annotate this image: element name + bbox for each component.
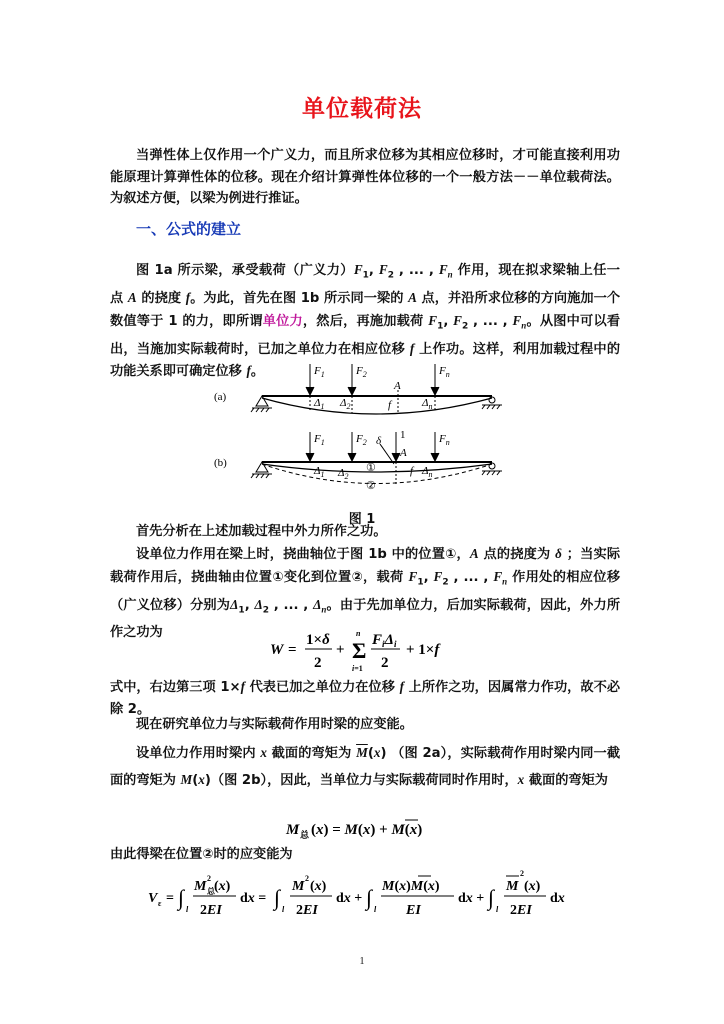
svg-text:(a): (a) [214, 391, 227, 403]
svg-text:2: 2 [381, 655, 389, 671]
svg-text:Δn: $\Delta_n$ [422, 397, 433, 411]
energy-equation [148, 870, 588, 924]
svg-text:+ 1×f: + 1×f [406, 642, 440, 658]
paragraph-equation-note: 式中，右边第三项 1×f 代表已加之单位力在位移 f 上所作之功，因属常力作功，故不必除 2。 [110, 679, 621, 717]
page-number: 1 [359, 956, 365, 967]
svg-text:总: 总 [300, 831, 310, 841]
beam-figure [214, 358, 510, 498]
moment-equation [286, 814, 456, 842]
svg-text:M(x)M(x): M(x)M(x) [382, 879, 440, 894]
svg-text:总: 总 [207, 887, 215, 896]
svg-text:①: ① [366, 462, 376, 474]
svg-text:=: = [288, 642, 297, 658]
svg-text:Fn: $F_n$ [439, 433, 450, 447]
svg-text:∫: ∫ [274, 885, 281, 910]
page-title: 单位载荷法 [302, 96, 422, 122]
svg-text:2: 2 [520, 869, 524, 878]
svg-text:W: W [270, 642, 284, 658]
svg-text:M: M [292, 879, 305, 894]
svg-text:f: f [388, 399, 392, 411]
svg-text:=: = [166, 891, 174, 906]
svg-text:Δ2: $\Delta_2$ [338, 467, 349, 481]
paragraph-energy-intro: 由此得梁在位置②时的应变能为 [110, 847, 293, 862]
svg-text:M: M [506, 879, 519, 894]
svg-text:2EI: 2EI [200, 903, 222, 918]
figure-caption: 图 1 [348, 512, 376, 527]
paragraph-bending-moment: 设单位力作用时梁内 x 截面的弯矩为 $\overline{M}(x)$ （图 2a），实际载荷作用时梁内同一截面的弯矩为 M(x)（图 2b），因此，当单位力与实际载荷同时作用时，x 截面的弯矩为 [110, 745, 621, 788]
svg-text:2: 2 [305, 874, 309, 883]
svg-text:2: 2 [314, 655, 322, 671]
svg-text:F2: $F_2$ [356, 433, 367, 447]
work-equation [270, 626, 470, 674]
svg-text:(b): (b) [214, 457, 227, 469]
svg-text:ε: ε [158, 899, 162, 908]
svg-text:∫: ∫ [366, 885, 373, 910]
svg-text:M: M [286, 822, 300, 838]
svg-text:(x): (x) [214, 879, 231, 894]
paragraph-strain-energy: 现在研究单位力与实际载荷作用时梁的应变能。 [136, 717, 413, 732]
intro-paragraph: 当弹性体上仅作用一个广义力，而且所求位移为其相应位移时，才可能直接利用功能原理计算弹性体的位移。现在介绍计算弹性体位移的一个一般方法－－单位载荷法。为叙述方便，以梁为例进行推证。 [110, 148, 620, 206]
highlight-unit-force: 单位力 [262, 313, 303, 329]
svg-text:Σ: Σ [352, 638, 367, 663]
svg-text:(x) = M(x) + M(x): (x) = M(x) + M(x) [311, 822, 423, 838]
svg-text:Δ1: $\Delta_1$ [314, 397, 325, 411]
svg-text:M: M [194, 879, 207, 894]
svg-text:2EI: 2EI [510, 903, 532, 918]
svg-text:EI: EI [406, 903, 421, 918]
svg-text:2: 2 [207, 874, 211, 883]
svg-text:Δ2: $\Delta_2$ [340, 397, 351, 411]
svg-text:+: + [336, 642, 345, 658]
svg-text:1: 1 [400, 429, 406, 441]
svg-text:l: l [282, 905, 285, 914]
svg-text:i=1: i=1 [352, 664, 363, 673]
svg-text:l: l [496, 905, 499, 914]
paragraph-work-analysis: 首先分析在上述加载过程中外力所作之功。 [136, 524, 387, 539]
svg-text:F1: $F_1$ [314, 365, 325, 379]
svg-text:∫: ∫ [488, 885, 495, 910]
svg-text:Δ1: $\Delta_1$ [314, 465, 325, 479]
svg-text:F2: $F_2$ [356, 365, 367, 379]
svg-text:A: A [394, 380, 401, 392]
svg-text:V: V [148, 891, 158, 906]
svg-text:②: ② [366, 480, 376, 492]
svg-text:FiΔi: $F_i\Delta_i$ [372, 632, 397, 649]
svg-text:dx +: dx + [458, 891, 485, 906]
svg-text:dx +: dx + [336, 891, 363, 906]
svg-text:(x): (x) [524, 879, 541, 894]
svg-text:Fn: $F_n$ [439, 365, 450, 379]
svg-text:Δn: $\Delta_n$ [422, 465, 433, 479]
svg-text:n: n [356, 629, 361, 638]
svg-text:dx =: dx = [240, 891, 267, 906]
section-heading: 一、公式的建立 [136, 220, 242, 238]
svg-text:A: A [400, 447, 407, 459]
paragraph-load-setup: 图 1a 所示梁，承受载荷（广义力）$F_1$, $F_2$ , ... , $F_n$ 作用，现在拟求梁轴上任一点 A 的挠度 f。为此，首先在图 1b 所示同一梁的 A 点，并沿所求位移的方向施加一个数值等于 1 的力，即所谓单位力，然后，再施加载荷 $F_1$, $F_2$ , ... , $F_n$。从图中可以看出，当施加实际载荷时，已加之单位力在相应位移 f 上作功。这样，利用加载过程中的功能关系即可确定位移 f。 [110, 262, 621, 380]
svg-text:1×δ: 1×δ [306, 632, 330, 648]
svg-text:f: f [410, 465, 414, 477]
svg-text:F1: $F_1$ [314, 433, 325, 447]
svg-text:∫: ∫ [178, 885, 185, 910]
svg-text:l: l [186, 905, 189, 914]
svg-text:dx: dx [550, 891, 565, 906]
svg-text:(x): (x) [310, 879, 327, 894]
svg-text:l: l [374, 905, 377, 914]
svg-text:2EI: 2EI [296, 903, 318, 918]
paragraph-displacements: 设单位力作用在梁上时，挠曲轴位于图 1b 中的位置①，A 点的挠度为 δ ；当实际载荷作用后，挠曲轴由位置①变化到位置②，载荷 $F_1$, $F_2$ , ... , $F_n$ 作用处的相应位移（广义位移）分别为$\Delta_1$, $\Delta_2$ , ... , $\Delta_n$。由于先加单位力，后加实际载荷，因此，外力所作之功为 [110, 546, 621, 640]
svg-text:δ: δ [376, 435, 382, 447]
